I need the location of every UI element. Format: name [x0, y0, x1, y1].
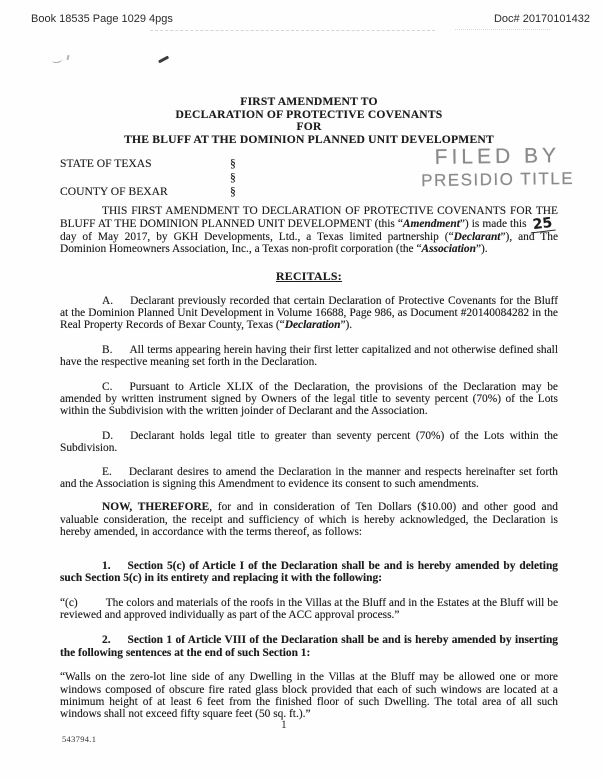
stamp-line2: PRESIDIO TITLE [421, 168, 575, 191]
paragraph-label: 1. [102, 559, 111, 572]
title-line: FOR [296, 120, 322, 134]
recital-a [60, 295, 558, 332]
recital-e [60, 466, 558, 491]
text-segment: Declarant desires to amend the Declaration in the manner and respects hereinafter set forth and the Association is signing this Amendment to evidence its consent to such amendments. [60, 465, 558, 491]
text-segment: day of May 2017, by GKH Developments, Ltd., a Texas limited partnership (“ [60, 230, 454, 243]
paragraph-label: A. [102, 294, 114, 307]
title-line: FIRST AMENDMENT TO [240, 95, 378, 108]
document-reference-number: 543794.1 [62, 734, 97, 744]
title-line: THE BLUFF AT THE DOMINION PLANNED UNIT DEVELOPMENT [124, 132, 494, 146]
now-therefore-lead: NOW, THEREFORE [102, 501, 210, 514]
now-therefore-paragraph [60, 501, 558, 538]
defined-term: Declarant [453, 230, 501, 243]
amendment-1-quote [60, 597, 558, 622]
document-body [60, 0, 558, 721]
recital-c [60, 381, 558, 418]
defined-term: Declaration [284, 319, 341, 332]
section-symbol: § [230, 171, 236, 185]
paragraph-label: C. [102, 380, 113, 393]
text-segment: Declarant previously recorded that certain Declaration of Protective Covenants for the Bluff at the Dominion Planned Unit Development in Volume 16688, Page 986, as Document #20140084282 in the Real Property Records of Bexar County, Texas (“ [60, 294, 558, 332]
quote-label: “(c) [60, 596, 78, 609]
recital-b [60, 344, 558, 369]
recital-d [60, 430, 558, 455]
text-segment: “Walls on the zero-lot line side of any Dwelling in the Villas at the Bluff may be allowed one or more windows composed of obscure fire rated glass block provided that each of such windows are located at a minimum height of at least 6 feet from the finished floor of such Dwelling. The total area of all such windows shall not exceed fifty square feet (50 sq. ft.).” [60, 671, 558, 721]
defined-term: Amendment [402, 217, 460, 230]
text-segment: ”). [340, 319, 353, 332]
intro-paragraph [60, 205, 558, 255]
text-segment: Declarant holds legal title to greater than seventy percent (70%) of the Lots within the Subdivision. [60, 429, 558, 455]
text-segment: Pursuant to Article XLIX of the Declaration, the provisions of the Declaration may be amended by written instrument signed by Owners of the legal title to seventy percent (70%) of the Lots within the Subdivision with the written joinder of Declarant and the Association. [60, 380, 558, 418]
paragraph-label: D. [102, 429, 114, 442]
text-segment: Section 1 of Article VIII of the Declaration shall be and is hereby amended by inserting the following sentences at the end of such Section 1: [60, 634, 558, 659]
text-segment: ”), and The Dominion Homeowners Association, Inc., a Texas non-profit corporation (the “ [60, 230, 559, 256]
jurat-row [60, 185, 558, 199]
doc-number-label: Doc# 20170101432 [493, 13, 590, 25]
paragraph-label: B. [102, 343, 113, 356]
text-segment: , for and in consideration of Ten Dollars ($10.00) and other good and valuable consideration, the receipt and sufficiency of which is hereby acknowledged, the Declaration is hereby amended, in accordance with the terms thereof, as follows: [60, 501, 558, 539]
amendment-2-quote [60, 671, 558, 721]
text-segment: All terms appearing herein having their first letter capitalized and not otherwise defined shall have the respective meaning set forth in the Declaration. [60, 343, 558, 369]
stamp-line1: FILED BY [434, 144, 561, 169]
text-segment: The colors and materials of the roofs in the Villas at the Bluff and in the Estates at the Bluff will be reviewed and approved individually as part of the ACC approval process.” [60, 596, 558, 621]
text-segment: ”). [475, 243, 488, 256]
document-title [60, 96, 558, 146]
jurat-row [60, 157, 558, 171]
paragraph-label: E. [102, 465, 112, 478]
text-segment: ”) is made this [459, 217, 527, 230]
handwritten-day: 25 [529, 217, 556, 233]
county-label: COUNTY OF BEXAR [60, 185, 168, 199]
text-segment: Section 5(c) of Article I of the Declaration shall be and is hereby amended by deleting such Section 5(c) in its entirety and replacing it with the following: [60, 559, 558, 585]
amendment-2-paragraph [60, 634, 558, 659]
text-segment: THIS FIRST AMENDMENT TO DECLARATION OF PROTECTIVE COVENANTS FOR THE BLUFF AT THE DOMINION PLANNED UNIT DEVELOPMENT (this “ [60, 205, 558, 230]
book-page-label: Book 18535 Page 1029 4pgs [31, 13, 173, 25]
jurat-spacer [60, 171, 230, 185]
state-label: STATE OF TEXAS [60, 157, 152, 171]
amendment-1-paragraph [60, 560, 558, 585]
jurat-block [60, 157, 558, 199]
page-number: 1 [281, 719, 287, 731]
section-symbol: § [230, 185, 236, 199]
defined-term: Association [421, 243, 476, 256]
recitals-heading: RECITALS: [275, 268, 343, 283]
paragraph-label: 2. [102, 634, 111, 647]
jurat-row [60, 171, 558, 185]
title-line: DECLARATION OF PROTECTIVE COVENANTS [175, 107, 443, 121]
section-symbol: § [230, 157, 236, 171]
